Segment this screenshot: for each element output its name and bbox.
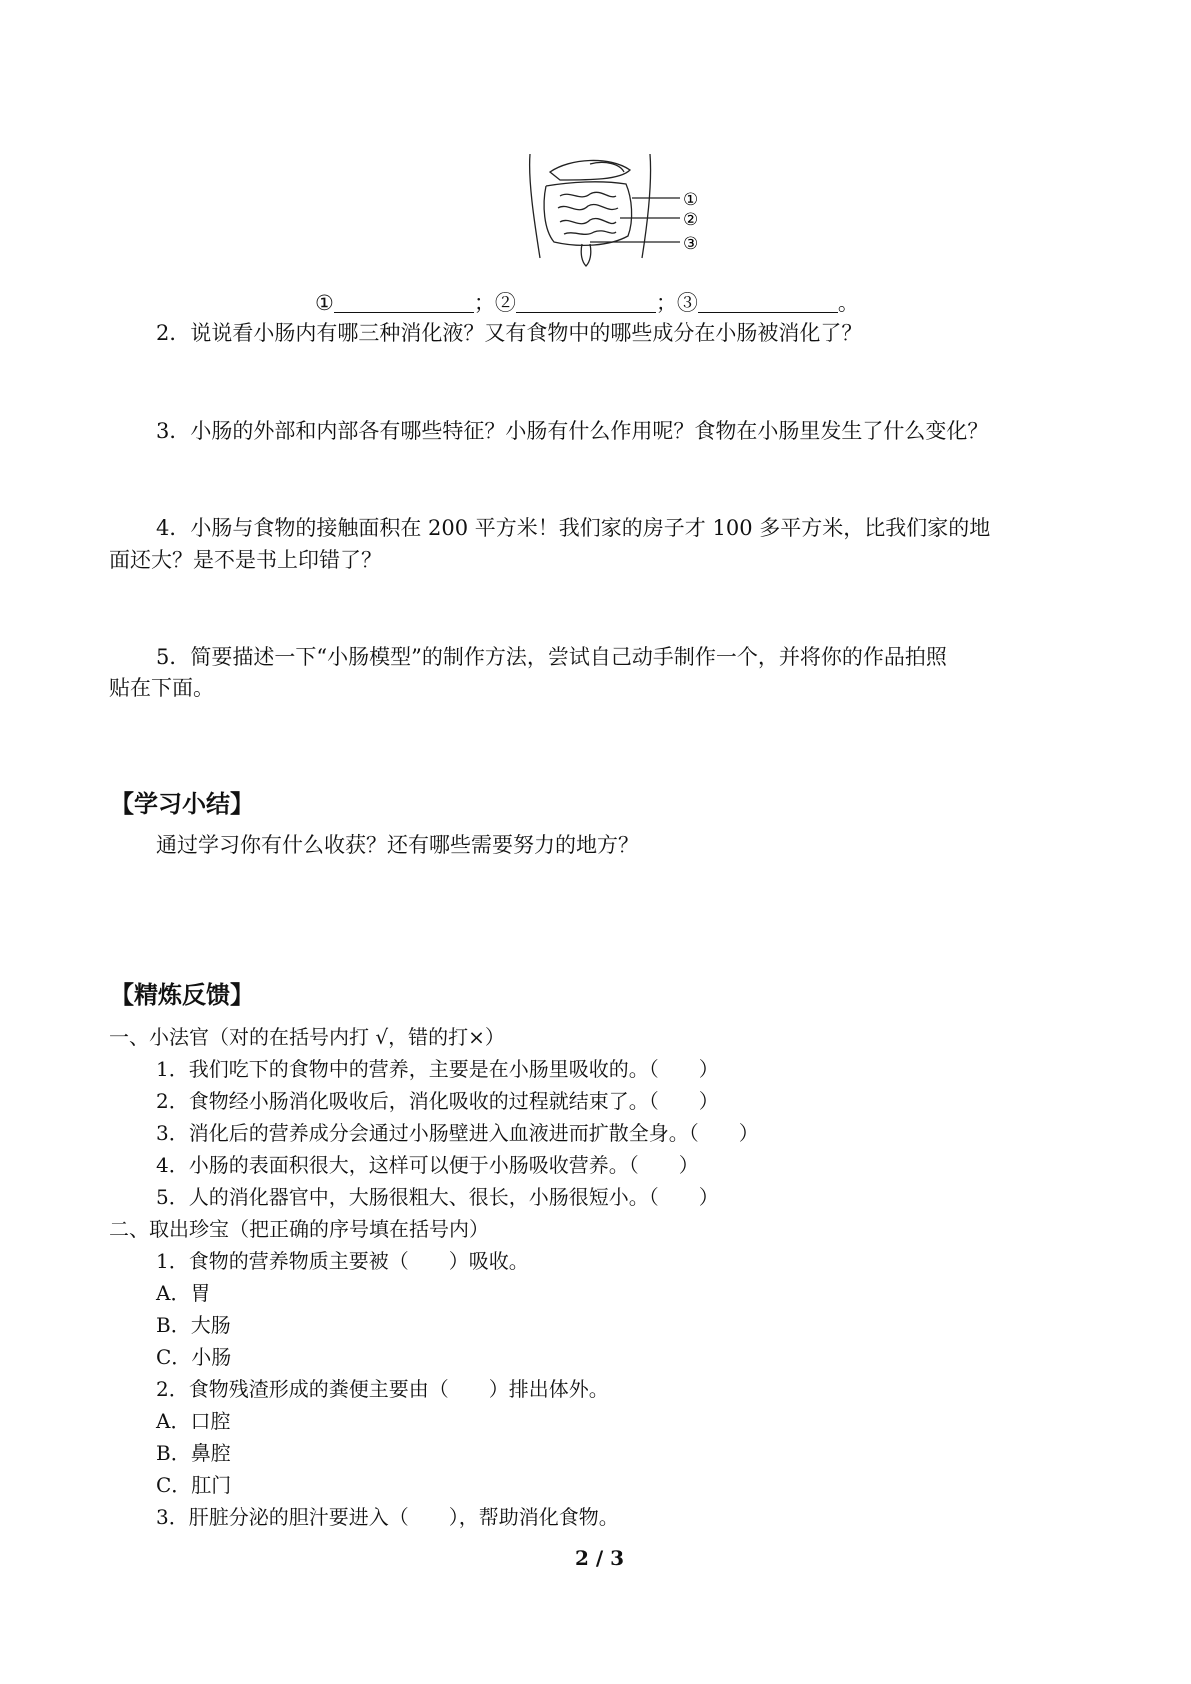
page-number: 2 / 3 — [575, 1546, 625, 1570]
separator-3: ；③ — [655, 291, 698, 315]
answer-blank-3[interactable] — [698, 290, 838, 313]
marker-1: ① — [315, 291, 334, 315]
true-false-item-4: 4．小肠的表面积很大，这样可以便于小肠吸收营养。（ ） — [156, 1153, 699, 1177]
answer-blank-2[interactable] — [516, 290, 656, 313]
question-5-line-1: 5．简要描述一下“小肠模型”的制作方法，尝试自己动手制作一个，并将你的作品拍照 — [156, 645, 947, 669]
choice-option: A．胃 — [156, 1281, 211, 1305]
part2-title: 二、取出珍宝（把正确的序号填在括号内） — [109, 1217, 489, 1241]
part1-title: 一、小法官（对的在括号内打 √，错的打×） — [109, 1025, 505, 1049]
small-intestine-diagram — [520, 150, 720, 270]
choice-question-1: 1．食物的营养物质主要被（ ）吸收。 — [156, 1249, 529, 1273]
true-false-item-1: 1．我们吃下的食物中的营养，主要是在小肠里吸收的。（ ） — [156, 1057, 719, 1081]
choice-option: C．小肠 — [156, 1345, 232, 1369]
true-false-item-2: 2．食物经小肠消化吸收后，消化吸收的过程就结束了。（ ） — [156, 1089, 719, 1113]
choice-option: B．大肠 — [156, 1313, 231, 1337]
diagram-label-1: ① — [683, 190, 699, 210]
line-end: 。 — [837, 291, 859, 315]
diagram-label-2: ② — [683, 210, 699, 230]
question-3: 3．小肠的外部和内部各有哪些特征？小肠有什么作用呢？食物在小肠里发生了什么变化？ — [156, 419, 989, 443]
choice-option: C．肛门 — [156, 1473, 232, 1497]
feedback-heading: 【精炼反馈】 — [110, 981, 254, 1009]
choice-question-3: 3．肝脏分泌的胆汁要进入（ ），帮助消化食物。 — [156, 1505, 619, 1529]
question-4-line-2: 面还大？是不是书上印错了？ — [109, 548, 382, 572]
question-4-line-1: 4．小肠与食物的接触面积在 200 平方米！我们家的房子才 100 多平方米，比我们家的地 — [156, 516, 991, 540]
summary-heading: 【学习小结】 — [110, 790, 254, 818]
summary-prompt: 通过学习你有什么收获？还有哪些需要努力的地方？ — [156, 833, 639, 857]
true-false-item-5: 5．人的消化器官中，大肠很粗大、很长，小肠很短小。（ ） — [156, 1185, 719, 1209]
choice-question-2: 2．食物残渣形成的粪便主要由（ ）排出体外。 — [156, 1377, 609, 1401]
answer-blank-1[interactable] — [334, 290, 474, 313]
choice-option: B．鼻腔 — [156, 1441, 231, 1465]
question-5-line-2: 贴在下面。 — [109, 676, 214, 700]
diagram-label-3: ③ — [683, 234, 699, 254]
separator-2: ；② — [473, 291, 516, 315]
true-false-item-3: 3．消化后的营养成分会通过小肠壁进入血液进而扩散全身。（ ） — [156, 1121, 759, 1145]
fill-in-line — [315, 288, 859, 318]
question-2: 2．说说看小肠内有哪三种消化液？又有食物中的哪些成分在小肠被消化了？ — [156, 321, 863, 345]
choice-option: A．口腔 — [156, 1409, 231, 1433]
